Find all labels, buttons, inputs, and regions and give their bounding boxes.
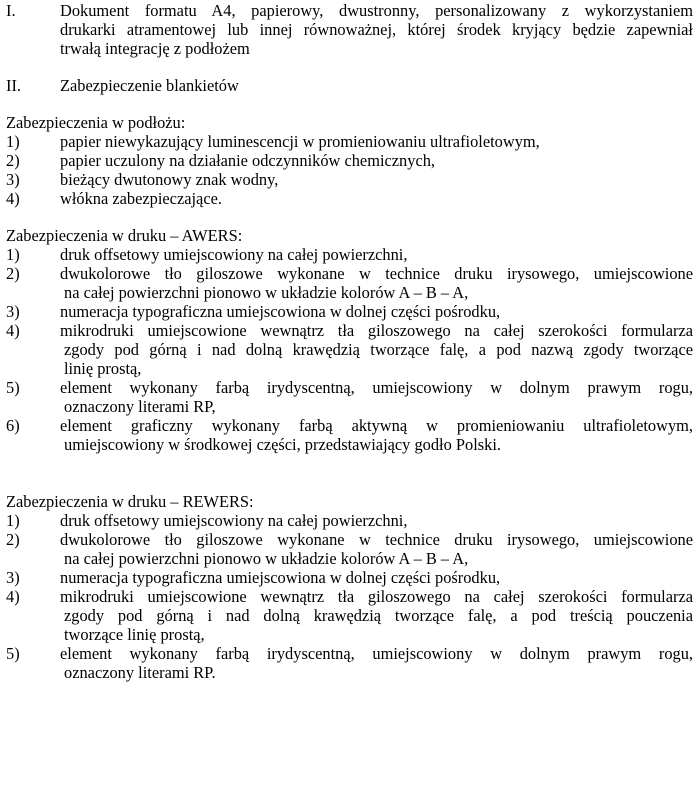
section-1-text	[60, 1, 693, 58]
list-item-text: włókna zabezpieczające.	[60, 189, 222, 208]
section-2	[6, 76, 693, 95]
section-1-line-2: drukarki atramentowej lub innej równoważnej, której środek kryjący będzie zapewniał	[60, 20, 693, 39]
list-item-number: 4)	[6, 587, 20, 606]
list-item-line: mikrodruki umiejscowione wewnątrz tła giloszowego na całej szerokości formularza	[60, 587, 693, 606]
list-item	[6, 378, 693, 416]
list-item-number: 2)	[6, 264, 20, 283]
section-1	[6, 1, 693, 58]
list-item-number: 1)	[6, 511, 20, 530]
list-item-text: papier niewykazujący luminescencji w promieniowaniu ultrafioletowym,	[60, 132, 540, 151]
list-item	[6, 245, 693, 264]
list-item	[6, 530, 693, 568]
list-item-text: papier uczulony na działanie odczynników chemicznych,	[60, 151, 436, 170]
list-item-line: zgody pod górną i nad dolną krawędzią tworzące falę, a pod treścią pouczenia	[64, 606, 693, 625]
list-item	[6, 151, 693, 170]
section-2-title: Zabezpieczenie blankietów	[60, 76, 239, 95]
list-item	[6, 170, 693, 189]
list-item-number: 1)	[6, 132, 20, 151]
list-item-line: oznaczony literami RP.	[64, 663, 216, 682]
list-item	[6, 568, 693, 587]
awers-list	[6, 245, 693, 454]
section-1-number: I.	[6, 1, 16, 20]
list-item-number: 3)	[6, 302, 20, 321]
list-item-number: 6)	[6, 416, 20, 435]
list-item-text	[60, 378, 693, 416]
list-item	[6, 321, 693, 378]
list-item-number: 3)	[6, 170, 20, 189]
list-item-line: na całej powierzchni pionowo w układzie kolorów A – B – A,	[64, 549, 469, 568]
list-item-line: dwukolorowe tło giloszowe wykonane w technice druku irysowego, umiejscowione	[60, 530, 693, 549]
list-item	[6, 511, 693, 530]
list-item	[6, 302, 693, 321]
list-item	[6, 644, 693, 682]
podloze-heading: Zabezpieczenia w podłożu:	[6, 113, 186, 132]
list-item	[6, 132, 693, 151]
list-item-number: 4)	[6, 189, 20, 208]
document	[6, 1, 693, 682]
list-item-text	[60, 321, 693, 378]
section-1-line-3: trwałą integrację z podłożem	[60, 39, 250, 58]
list-item	[6, 587, 693, 644]
list-item-text	[60, 245, 693, 264]
list-item-line: tworzące linię prostą,	[64, 625, 205, 644]
list-item-line: dwukolorowe tło giloszowe wykonane w technice druku irysowego, umiejscowione	[60, 264, 693, 283]
list-item-number: 5)	[6, 378, 20, 397]
list-item-line: druk offsetowy umiejscowiony na całej powierzchni,	[60, 245, 408, 264]
list-item-line: druk offsetowy umiejscowiony na całej powierzchni,	[60, 511, 408, 530]
list-item-text: bieżący dwutonowy znak wodny,	[60, 170, 279, 189]
list-item-text	[60, 587, 693, 644]
list-item-number: 2)	[6, 151, 20, 170]
list-item	[6, 189, 693, 208]
list-item-number: 3)	[6, 568, 20, 587]
list-item	[6, 264, 693, 302]
list-item-line: zgody pod górną i nad dolną krawędzią tworzące falę, a pod nazwą zgody tworzące	[64, 340, 693, 359]
awers-heading: Zabezpieczenia w druku – AWERS:	[6, 226, 243, 245]
list-item-line: element graficzny wykonany farbą aktywną w promieniowaniu ultrafioletowym,	[60, 416, 693, 435]
list-item-number: 2)	[6, 530, 20, 549]
list-item-line: numeracja typograficzna umiejscowiona w dolnej części pośrodku,	[60, 302, 501, 321]
list-item-text	[60, 416, 693, 454]
list-item-number: 4)	[6, 321, 20, 340]
rewers-list	[6, 511, 693, 682]
list-item-line: numeracja typograficzna umiejscowiona w dolnej części pośrodku,	[60, 568, 501, 587]
section-2-number: II.	[6, 76, 22, 95]
list-item-text	[60, 511, 693, 530]
list-item-line: element wykonany farbą irydyscentną, umiejscowiony w dolnym prawym rogu,	[60, 644, 693, 663]
list-item-text	[60, 530, 693, 568]
list-item-text	[60, 568, 693, 587]
list-item-text	[60, 302, 693, 321]
list-item-line: na całej powierzchni pionowo w układzie kolorów A – B – A,	[64, 283, 469, 302]
rewers-heading: Zabezpieczenia w druku – REWERS:	[6, 492, 254, 511]
list-item-text	[60, 644, 693, 682]
list-item-line: oznaczony literami RP,	[64, 397, 216, 416]
list-item	[6, 416, 693, 454]
list-item-number: 5)	[6, 644, 20, 663]
list-item-number: 1)	[6, 245, 20, 264]
list-item-line: mikrodruki umiejscowione wewnątrz tła giloszowego na całej szerokości formularza	[60, 321, 693, 340]
section-1-line-1: Dokument formatu A4, papierowy, dwustronny, personalizowany z wykorzystaniem	[60, 1, 693, 20]
list-item-text	[60, 264, 693, 302]
list-item-line: umiejscowiony w środkowej części, przedstawiający godło Polski.	[64, 435, 501, 454]
list-item-line: linię prostą,	[64, 359, 142, 378]
list-item-line: element wykonany farbą irydyscentną, umiejscowiony w dolnym prawym rogu,	[60, 378, 693, 397]
podloze-list	[6, 132, 693, 208]
